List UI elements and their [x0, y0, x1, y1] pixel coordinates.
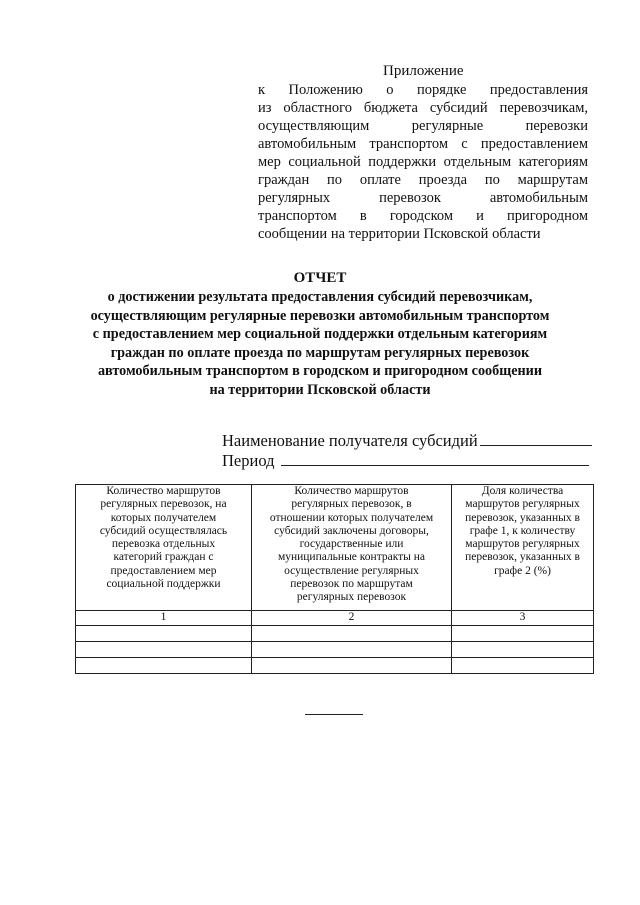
- report-subtitle-line: осуществляющим регулярные перевозки автомобильным транспортом: [90, 307, 550, 324]
- period-label: Период: [222, 451, 275, 470]
- header-text: регулярных перевозок, в: [291, 498, 412, 511]
- column-number-row: [76, 611, 594, 626]
- header-text: предоставлением мер: [110, 564, 217, 577]
- appendix-line: из областного бюджета субсидий перевозчикам,: [258, 100, 588, 116]
- report-subtitle-line: на территории Псковской области: [209, 381, 431, 398]
- header-text: графе 1, к количеству: [469, 524, 576, 537]
- header-text: регулярных перевозок, на: [100, 498, 227, 511]
- report-subtitle-line: о достижении результата предоставления субсидий перевозчикам,: [107, 289, 533, 305]
- appendix-line: транспортом в городском и пригородном: [258, 208, 588, 224]
- column-number: 3: [452, 611, 594, 626]
- header-cell-1: [76, 485, 252, 611]
- appendix-line: мер социальной поддержки отдельным категориям: [258, 154, 588, 170]
- header-cell-2: [252, 485, 452, 611]
- header-text: Доля количества: [481, 485, 564, 497]
- report-table: [75, 484, 594, 674]
- table-row: [76, 658, 594, 674]
- appendix-line: сообщении на территории Псковской области: [258, 226, 541, 242]
- header-text: Количество маршрутов: [106, 485, 221, 497]
- table-cell[interactable]: [252, 642, 452, 658]
- appendix-text: [258, 81, 588, 243]
- header-text: муниципальные контракты на: [277, 551, 426, 564]
- header-text: перевозок по маршрутам: [290, 578, 413, 591]
- table-cell[interactable]: [252, 626, 452, 642]
- table-cell[interactable]: [252, 658, 452, 674]
- report-subtitle: [40, 288, 600, 400]
- table-cell[interactable]: [76, 658, 252, 674]
- table-cell[interactable]: [452, 626, 594, 642]
- table-cell[interactable]: [452, 658, 594, 674]
- appendix-line: осуществляющим регулярные перевозки: [258, 118, 588, 134]
- header-text: перевозка отдельных: [111, 538, 216, 551]
- table-cell[interactable]: [452, 642, 594, 658]
- header-text: которых получателем: [110, 511, 217, 524]
- header-text: маршрутов регулярных: [465, 498, 580, 511]
- header-text: государственные или: [299, 538, 404, 551]
- table-row: [76, 626, 594, 642]
- recipient-label: Наименование получателя субсидий: [222, 431, 478, 450]
- appendix-line: к Положению о порядке предоставления: [258, 82, 588, 98]
- report-subtitle-line: с предоставлением мер социальной поддержки отдельным категориям: [92, 326, 548, 343]
- column-number: 2: [252, 611, 452, 626]
- header-text: перевозок, указанных в: [465, 511, 580, 524]
- appendix-title: Приложение: [383, 63, 464, 79]
- table-cell[interactable]: [76, 626, 252, 642]
- report-title: ОТЧЕТ: [293, 270, 347, 286]
- header-text: маршрутов регулярных: [465, 538, 580, 551]
- period-blank-line[interactable]: [281, 451, 589, 466]
- header-text: осуществление регулярных: [284, 564, 419, 577]
- header-text: субсидий осуществлялась: [99, 524, 228, 537]
- table-header-row: [76, 485, 594, 611]
- recipient-field: [222, 431, 592, 451]
- report-subtitle-line: граждан по оплате проезда по маршрутам регулярных перевозок: [110, 344, 530, 361]
- table-row: [76, 642, 594, 658]
- header-text: социальной поддержки: [106, 578, 221, 591]
- header-cell-3: [452, 485, 594, 611]
- header-text: отношении которых получателем: [269, 511, 434, 524]
- header-text: графе 2 (%): [494, 564, 551, 577]
- column-number: 1: [76, 611, 252, 626]
- header-text: категорий граждан с: [113, 551, 214, 564]
- report-subtitle-line: автомобильным транспортом в городском и пригородном сообщении: [97, 363, 543, 380]
- closing-divider: [305, 714, 363, 715]
- header-text: перевозок, указанных в: [465, 551, 580, 564]
- appendix-line: граждан по оплате проезда по маршрутам: [258, 172, 588, 188]
- recipient-blank-line[interactable]: [480, 431, 592, 446]
- header-text: субсидий заключены договоры,: [274, 524, 429, 537]
- table-cell[interactable]: [76, 642, 252, 658]
- header-text: регулярных перевозок: [296, 591, 407, 604]
- appendix-line: автомобильным транспортом с предоставлением: [258, 136, 588, 152]
- appendix-line: регулярных перевозок автомобильным: [258, 190, 588, 206]
- period-field: [222, 451, 589, 471]
- header-text: Количество маршрутов: [294, 485, 409, 497]
